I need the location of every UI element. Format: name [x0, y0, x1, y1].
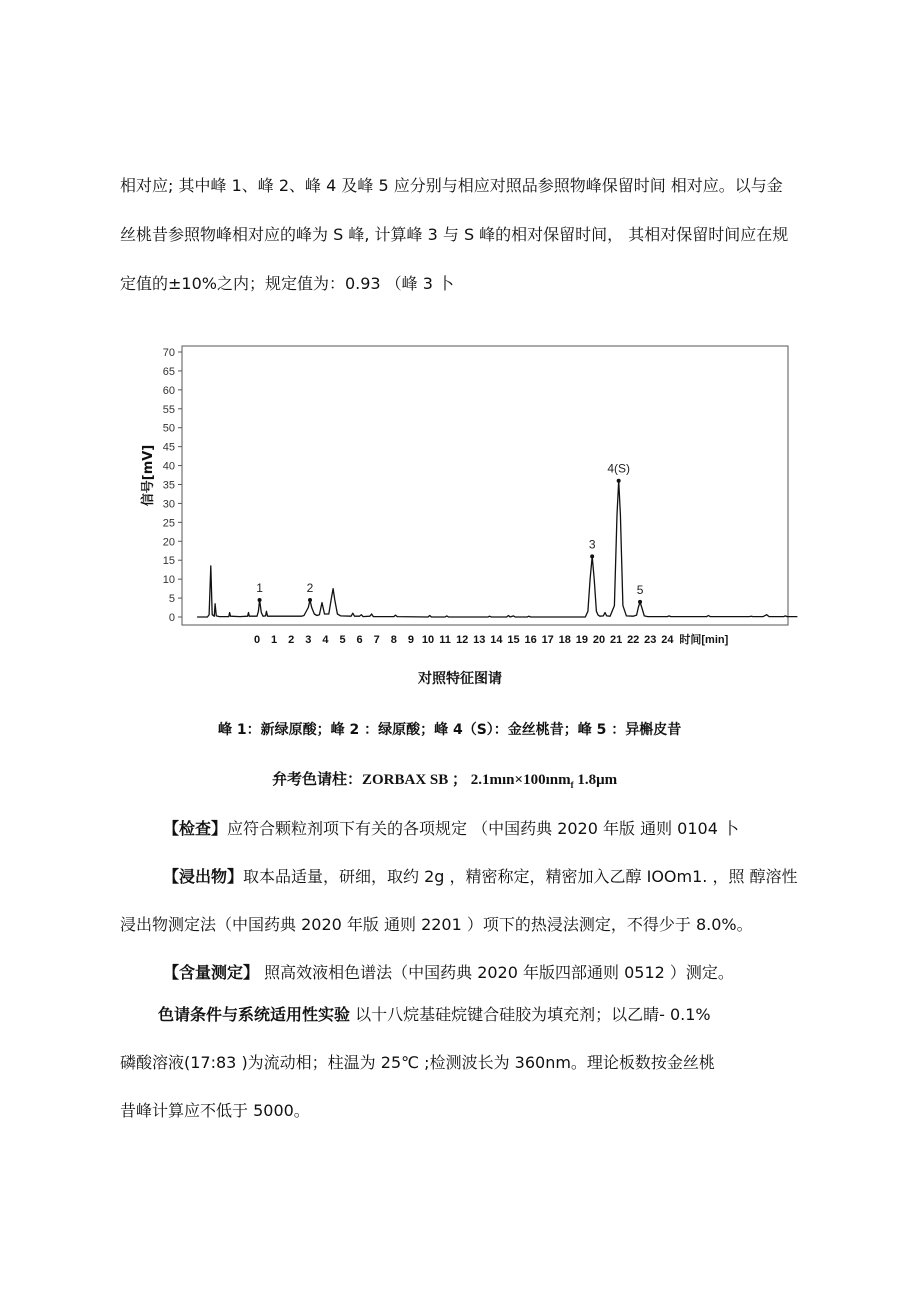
- content-section: [163, 960, 734, 983]
- peak-marker: [258, 598, 262, 602]
- x-tick-label: 6: [356, 634, 363, 646]
- x-tick-label: 24: [661, 634, 674, 646]
- y-tick-label: 45: [162, 441, 175, 454]
- y-tick-label: 70: [162, 347, 175, 359]
- x-tick-label: 14: [490, 634, 503, 646]
- extract-line-2: 浸出物测定法（中国药典 2020 年版 通则 2201 ）项下的热浸法测定，不得少于 8.0%。: [120, 915, 753, 934]
- y-tick-label: 10: [162, 574, 175, 587]
- x-tick-label: 16: [524, 634, 537, 646]
- conditions-line-3: 昔峰计算应不低于 5000。: [120, 1101, 310, 1120]
- content-text: 照高效液相色谱法（中国药典 2020 年版四部通则 0512 ）测定。: [259, 963, 734, 982]
- y-tick-label: 25: [162, 517, 175, 530]
- conditions-section: [158, 1002, 711, 1025]
- column-reference-tail: 1.8μm: [577, 772, 618, 788]
- column-reference-text: 弁考色请柱：ZORBAX SB ； 2.1mın×100ınm: [272, 772, 571, 788]
- y-tick-label: 20: [162, 536, 175, 549]
- x-tick-label: 19: [575, 634, 589, 646]
- chart-caption: 对照特征图请: [418, 671, 502, 687]
- x-axis-label: 时间[min]: [679, 634, 729, 646]
- x-tick-label: 18: [558, 634, 571, 646]
- y-tick-label: 15: [162, 555, 175, 568]
- y-tick-label: 60: [162, 384, 175, 397]
- x-tick-label: 2: [288, 634, 295, 646]
- peak-label: 5: [636, 582, 644, 597]
- x-tick-label: 20: [592, 634, 606, 646]
- x-tick-label: 15: [507, 634, 520, 646]
- x-tick-label: 10: [421, 634, 435, 646]
- x-tick-label: 4: [322, 634, 329, 646]
- content-tag: 【含量测定】: [163, 963, 260, 982]
- chromatogram-trace: [197, 481, 797, 617]
- x-tick-label: 17: [541, 634, 554, 646]
- column-reference-sub: f: [570, 780, 574, 790]
- x-tick-label: 9: [407, 634, 414, 646]
- extract-tag: 【浸出物】: [163, 867, 244, 886]
- x-tick-label: 5: [339, 634, 346, 646]
- x-tick-label: 12: [456, 634, 469, 646]
- x-tick-label: 13: [473, 634, 486, 646]
- y-axis-label: 信号[mV]: [141, 444, 156, 507]
- x-tick-label: 7: [373, 634, 380, 646]
- paragraph-line-1: 相对应; 其中峰 1、峰 2、峰 4 及峰 5 应分别与相应对照品参照物峰保留时间 相对应。以与金: [120, 176, 783, 195]
- x-tick-label: 1: [271, 634, 278, 646]
- peak-marker: [590, 554, 594, 558]
- peak-marker: [308, 598, 312, 602]
- y-tick-label: 0: [168, 612, 175, 624]
- conditions-line-2: 磷酸溶液(17:83 )为流动相；柱温为 25℃ ;检测波长为 360nm。理论板数按金丝桃: [120, 1053, 715, 1072]
- x-tick-label: 21: [609, 634, 623, 646]
- y-tick-label: 55: [162, 403, 175, 416]
- x-tick-label: 0: [253, 634, 261, 646]
- column-reference: [272, 768, 617, 790]
- y-tick-label: 35: [162, 479, 175, 492]
- x-tick-label: 23: [644, 634, 657, 646]
- peak-label: 4(S): [607, 461, 631, 476]
- y-tick-label: 5: [168, 593, 175, 606]
- peak-label: 2: [306, 580, 314, 595]
- extract-section: [163, 864, 798, 887]
- check-section: [163, 816, 739, 839]
- x-tick-label: 8: [390, 634, 397, 646]
- peak-label: 3: [588, 537, 596, 552]
- x-tick-label: 3: [305, 634, 312, 646]
- y-tick-label: 40: [162, 460, 175, 473]
- peak-marker: [617, 479, 621, 483]
- y-tick-label: 30: [162, 498, 175, 511]
- chromatogram-chart: [130, 338, 810, 650]
- peaks-legend: 峰 1：新绿原酸；峰 2 ：绿原酸；峰 4（S）：金丝桃昔；峰 5 ：异槲皮昔: [218, 722, 682, 738]
- paragraph-line-3: 定值的±10%之内；规定值为：0.93 （峰 3 卜: [120, 274, 455, 293]
- plot-frame: [182, 346, 788, 625]
- peak-marker: [638, 600, 642, 604]
- x-tick-label: 22: [627, 634, 640, 646]
- conditions-text: 以十八烷基硅烷键合硅胶为填充剂；以乙睛- 0.1%: [350, 1005, 711, 1024]
- paragraph-line-2: 丝桃昔参照物峰相对应的峰为 S 峰, 计算峰 3 与 S 峰的相对保留时间， 其相对保留时间应在规: [120, 225, 789, 244]
- extract-text: 取本品适量，研细，取约 2g ，精密称定，精密加入乙醇 IOOm1. ，照 醇溶性: [243, 867, 798, 886]
- x-tick-label: 11: [439, 634, 451, 646]
- check-tag: 【检查】: [163, 819, 228, 838]
- check-text: 应符合颗粒剂项下有关的各项规定 （中国药典 2020 年版 通则 0104 卜: [227, 819, 739, 838]
- peak-label: 1: [256, 580, 263, 595]
- y-tick-label: 65: [162, 365, 175, 378]
- conditions-title: 色请条件与系统适用性实验: [158, 1005, 351, 1024]
- y-tick-label: 50: [162, 422, 175, 435]
